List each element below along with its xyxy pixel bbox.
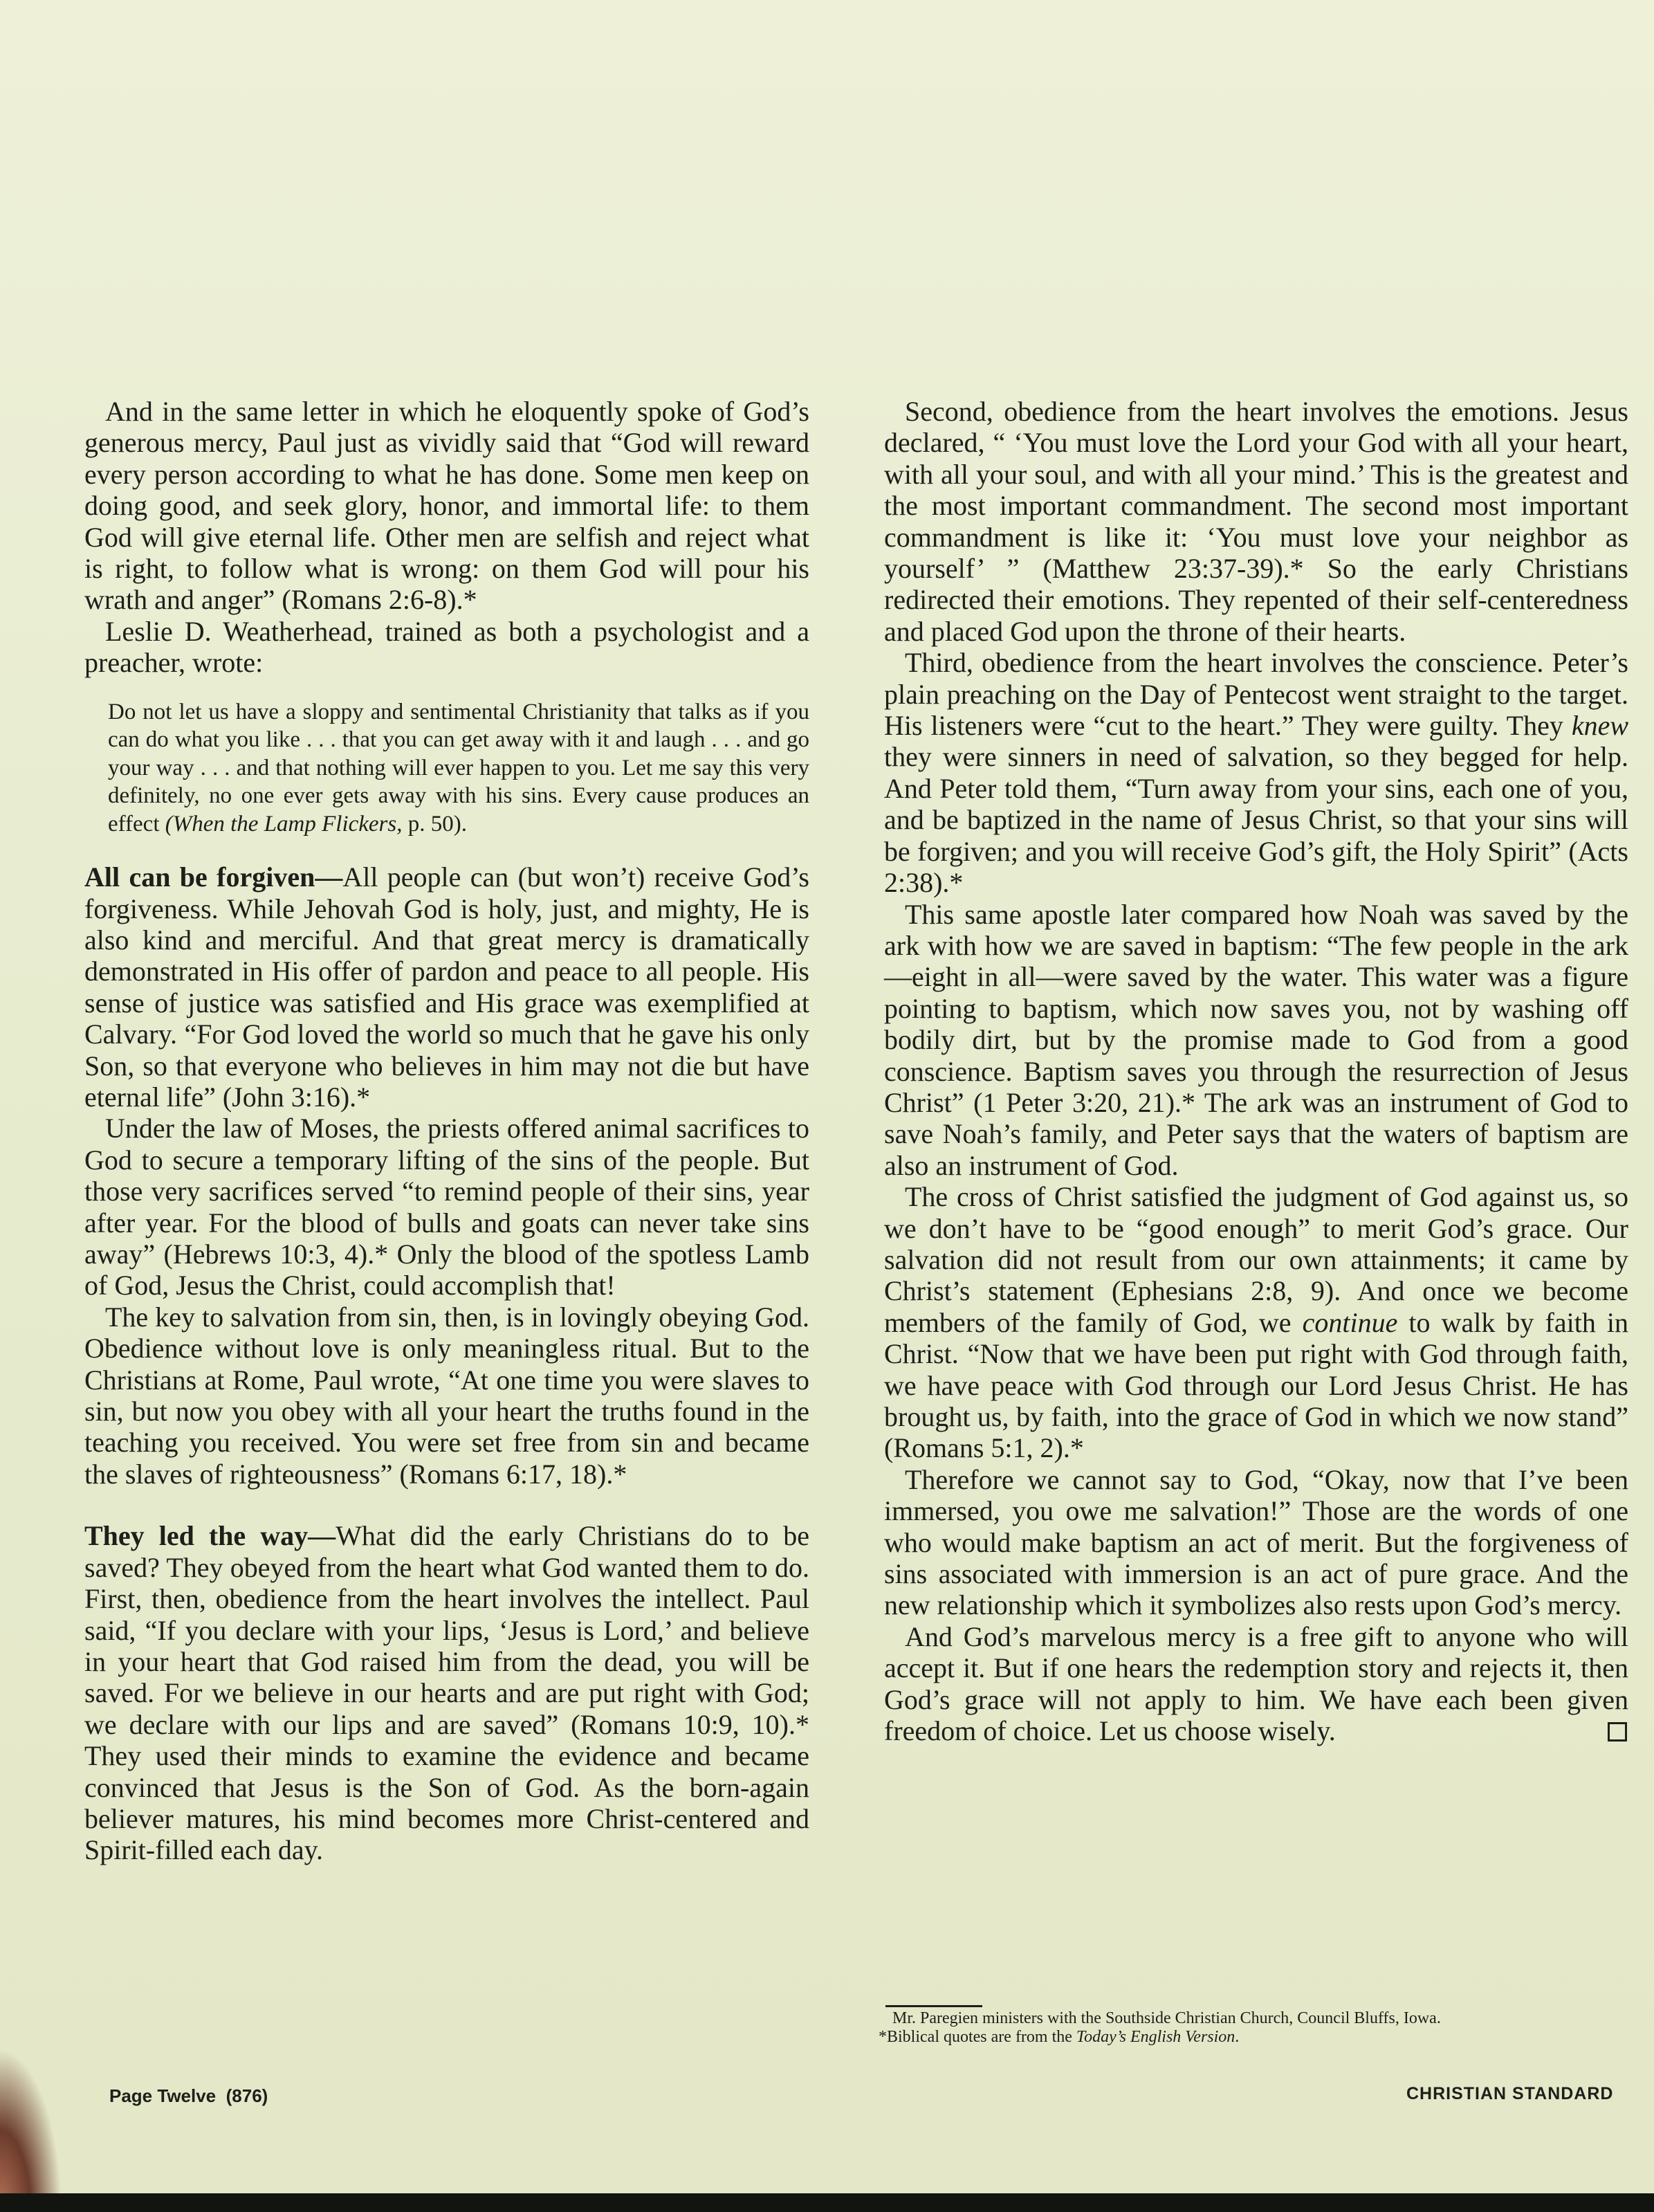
quote-text: Do not let us have a sloppy and sentimental Christianity that talks as if you can do what you like . . . that you can get away with it and laugh . . . and go your way . . . and that nothing will ever happen to you. Let me say this very definitely, no one ever gets away with his sins. Every cause produces an effect: [108, 699, 809, 837]
paragraph: The key to salvation from sin, then, is in lovingly obeying God. Obedience without love is only meaningless ritual. But to the Christians at Rome, Paul wrote, “At one time you were slaves to sin, but now you obey with all your heart the truths found in the teaching you received. You were set free from sin and became the slaves of righteousness” (Romans 6:17, 18).*: [84, 1301, 809, 1490]
quote-source-title: (When the Lamp Flickers,: [165, 811, 403, 837]
paragraph: And God’s marvelous mercy is a free gift to anyone who will accept it. But if one hears the redemption story and rejects it, then God’s grace will not apply to him. We have each been given freedom of choice. Let us choose wisely.: [884, 1620, 1628, 1747]
footnote-rule: [885, 2005, 982, 2007]
page-folio: [109, 2085, 268, 2107]
publication-name: CHRISTIAN STANDARD: [1406, 2084, 1614, 2103]
section-paragraph: All can be forgiven—All people can (but won’t) receive God’s forgiveness. While Jehovah God is holy, just, and mighty, He is also kind and merciful. And that great mercy is dramatically demonstrated in His offer of pardon and peace to all people. His sense of justice was satisfied and His grace was exemplified at Calvary. “For God loved the world so much that he gave his only Son, so that everyone who believes in him may not die but have eternal life” (John 3:16).*: [84, 861, 809, 1113]
page-edge-shadow: [0, 2048, 62, 2212]
paragraph: Second, obedience from the heart involves the emotions. Jesus declared, “ ‘You must love the Lord your God with all your heart, with all your soul, and with all your mind.’ This is the greatest and the most important commandment. The second most important commandment is like it: ‘You must love your neighbor as yourself’ ” (Matthew 23:37-39).* So the early Christians redirected their emotions. They repented of their self-centeredness and placed God upon the throne of their hearts.: [884, 396, 1628, 647]
left-column: [84, 396, 809, 1866]
quote-source-page: p. 50).: [402, 811, 467, 837]
paragraph: The cross of Christ satisfied the judgment of God against us, so we don’t have to be “good enough” to merit God’s grace. Our salvation did not result from our own attainments; it came by Christ’s statement (Ephesians 2:8, 9). And once we become members of the family of God, we continue to walk by faith in Christ. “Now that we have been put right with God through faith, we have peace with God through our Lord Jesus Christ. He has brought us, by faith, into the grace of God in which we now stand” (Romans 5:1, 2).*: [884, 1181, 1629, 1464]
paragraph: Third, obedience from the heart involves the conscience. Peter’s plain preaching on the Day of Pentecost went straight to the target. His listeners were “cut to the heart.” They were guilty. They knew they were sinners in need of salvation, so they begged for help. And Peter told them, “Turn away from your sins, each one of you, and be baptized in the name of Jesus Christ, so that your sins will be forgiven; and you will receive God’s gift, the Holy Spirit” (Acts 2:38).*: [884, 647, 1628, 899]
author-note: Mr. Paregien ministers with the Southside Christian Church, Council Bluffs, Iowa.: [892, 2009, 1441, 2027]
translation-note: *Biblical quotes are from the Today’s English Version.: [879, 2028, 1240, 2046]
paragraph: Leslie D. Weatherhead, trained as both a psychologist and a preacher, wrote:: [84, 615, 809, 679]
block-quote: [108, 698, 809, 839]
paragraph: Under the law of Moses, the priests offered animal sacrifices to God to secure a temporary lifting of the sins of the people. But those very sacrifices served “to remind people of their sins, year after year. For the blood of bulls and goats can never take sins away” (Hebrews 10:3, 4).* Only the blood of the spotless Lamb of God, Jesus the Christ, could accomplish that!: [84, 1113, 809, 1301]
footnotes: [879, 2009, 1633, 2047]
paragraph: This same apostle later compared how Noah was saved by the ark with how we are saved in baptism: “The few people in the ark—eight in all—were saved by the water. This water was a figure pointing to baptism, which now saves you, not by washing off bodily dirt, but by the promise made to God from a good conscience. Baptism saves you through the resurrection of Jesus Christ” (1 Peter 3:20, 21).* The ark was an instrument of God to save Noah’s family, and Peter says that the waters of baptism are also an instrument of God.: [884, 898, 1628, 1181]
section-heading: All can be forgiven—: [84, 861, 343, 893]
page-label: Page Twelve: [109, 2085, 217, 2106]
section-heading: They led the way—: [84, 1520, 336, 1552]
paragraph: Therefore we cannot say to God, “Okay, now that I’ve been immersed, you owe me salvation!” Those are the words of one who would make baptism an act of merit. But the forgiveness of sins associated with immersion is an act of pure grace. And the new relationship which it symbolizes also rests upon God’s mercy.: [884, 1463, 1628, 1621]
scan-edge: [0, 2193, 1654, 2212]
section-paragraph: They led the way—What did the early Christians do to be saved? They obeyed from the heart what God wanted them to do. First, then, obedience from the heart involves the intellect. Paul said, “If you declare with your lips, ‘Jesus is Lord,’ and believe in your heart that God raised him from the dead, you will be saved. For we believe in our hearts and are put right with God; we declare with our lips and are saved” (Romans 10:9, 10).* They used their minds to examine the evidence and became convinced that Jesus is the Son of God. As the born-again believer matures, his mind becomes more Christ-centered and Spirit-filled each day.: [84, 1520, 809, 1866]
page-number: (876): [226, 2085, 268, 2106]
right-column: [884, 396, 1628, 1746]
end-mark-icon: [1608, 1722, 1627, 1742]
paragraph: And in the same letter in which he eloquently spoke of God’s generous mercy, Paul just as vividly said that “God will reward every person according to what he has done. Some men keep on doing good, and seek glory, honor, and immortal life: to them God will give eternal life. Other men are selfish and reject what is right, to follow what is wrong: on them God will pour his wrath and anger” (Romans 2:6-8).*: [84, 396, 809, 616]
